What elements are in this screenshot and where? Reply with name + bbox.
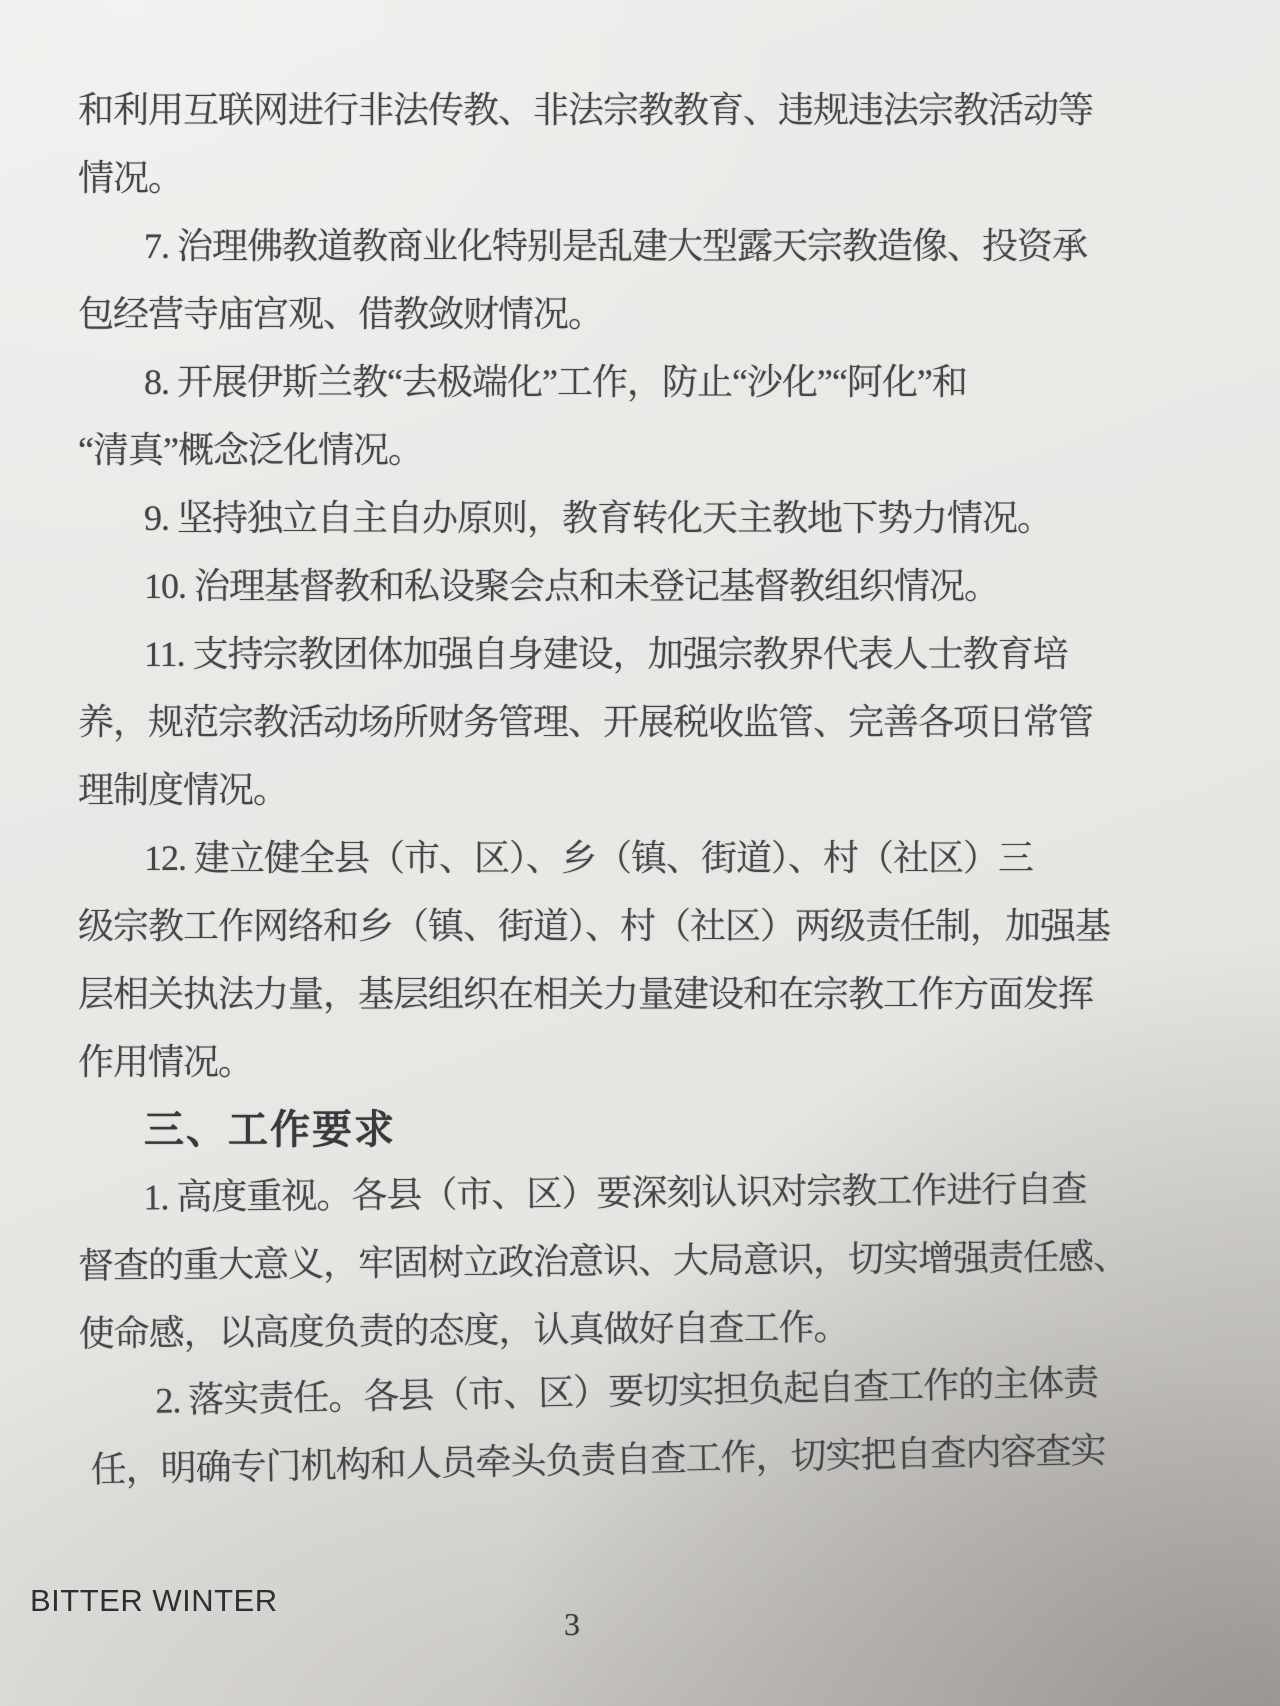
document-line: 养，规范宗教活动场所财务管理、开展税收监管、完善各项日常管 [78, 702, 1094, 742]
document-line: 1. 高度重视。各县（市、区）要深刻认识对宗教工作进行自查 [143, 1169, 1087, 1218]
paragraph-work-requirement-1 [77, 1155, 1129, 1368]
bitter-winter-watermark: BITTER WINTER [30, 1583, 278, 1618]
document-line: 10. 治理基督教和私设聚会点和未登记基督教组织情况。 [144, 566, 1000, 606]
document-line: “清真”概念泛化情况。 [78, 430, 423, 470]
document-line: 任，明确专门机构和人员牵头负责自查工作，切实把自查内容查实 [90, 1430, 1106, 1490]
document-line: 督查的重大意义，牢固树立政治意识、大局意识，切实增强责任感、 [77, 1236, 1129, 1286]
document-line: 8. 开展伊斯兰教“去极端化”工作，防止“沙化”“阿化”和 [144, 362, 967, 402]
document-line: 级宗教工作网络和乡（镇、街道）、村（社区）两级责任制，加强基 [78, 906, 1111, 946]
document-line: 7. 治理佛教道教商业化特别是乱建大型露天宗教造像、投资承 [144, 226, 1088, 266]
section-heading: 三、工作要求 [144, 1108, 396, 1152]
document-line: 2. 落实责任。各县（市、区）要切实担负起自查工作的主体责 [154, 1362, 1099, 1421]
document-line: 作用情况。 [78, 1042, 254, 1082]
page-number: 3 [564, 1606, 580, 1642]
document-line: 11. 支持宗教团体加强自身建设，加强宗教界代表人士教育培 [144, 634, 1068, 674]
document-line: 情况。 [78, 158, 184, 198]
document-line: 包经营寺庙宫观、借教敛财情况。 [78, 294, 604, 334]
document-line: 层相关执法力量，基层组织在相关力量建设和在宗教工作方面发挥 [78, 974, 1094, 1014]
document-line: 9. 坚持独立自主自办原则，教育转化天主教地下势力情况。 [144, 498, 1053, 538]
document-line: 使命感，以高度负责的态度，认真做好自查工作。 [78, 1307, 849, 1354]
paragraph-work-requirement-2 [89, 1349, 1106, 1504]
document-page-text [77, 76, 1129, 1504]
document-line: 12. 建立健全县（市、区）、乡（镇、街道）、村（社区）三 [144, 838, 1034, 878]
document-line: 理制度情况。 [78, 770, 289, 810]
document-line: 和利用互联网进行非法传教、非法宗教教育、违规违法宗教活动等 [78, 90, 1094, 130]
